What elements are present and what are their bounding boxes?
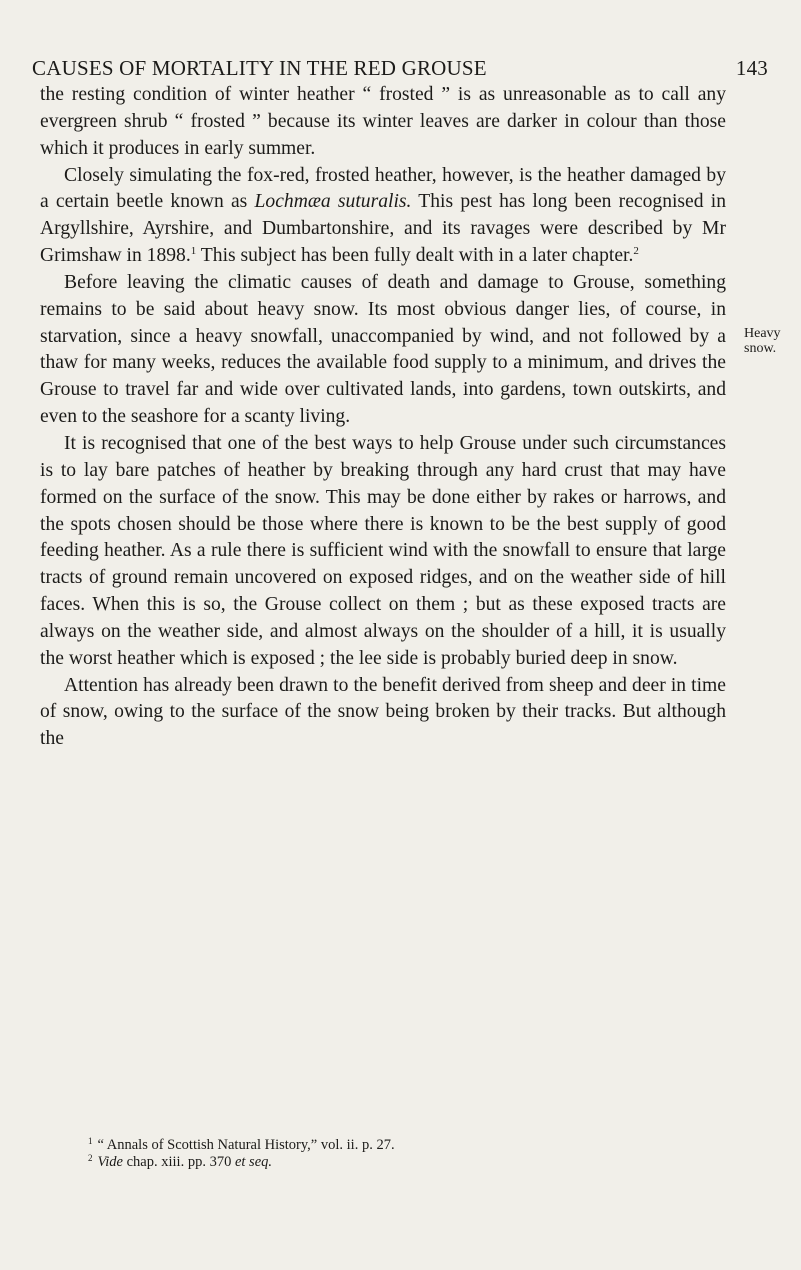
footnote-1 (88, 1137, 728, 1154)
footnote-1-text: “ Annals of Scottish Natural History,” vol. ii. p. 27. (97, 1137, 395, 1153)
footnote-2-vide: Vide (97, 1154, 123, 1170)
paragraph-2-part-a: Closely simulating the fox-red, frosted heather, however, is the heather damaged by a certain beetle known as (40, 164, 726, 213)
paragraph-3: Before leaving the climatic causes of death and damage to Grouse, something remains to be said about heavy snow. Its most obvious danger lies, of course, in starvation, since a heavy snowfall, unaccompanied by wind, and not followed by a thaw for many weeks, reduces the available food supply to a minimum, and drives the Grouse to travel far and wide over cultivated lands, into gardens, town outskirts, and even to the seashore for a scanty living. (40, 271, 726, 428)
footnotes (88, 1137, 728, 1171)
margin-note-heavy-snow: Heavy snow. (744, 326, 781, 356)
species-name: Lochmæa suturalis. (254, 191, 412, 213)
body-text (40, 82, 726, 753)
paragraph-2-part-b: This pest has long been recognised in Argyllshire, Ayrshire, and Dumbartonshire, and its ravages were described by Mr Grimshaw in 1898. (40, 191, 727, 267)
running-header (32, 56, 790, 81)
footnote-2-et-seq: et seq. (234, 1154, 273, 1170)
running-title: CAUSES OF MORTALITY IN THE RED GROUSE (32, 56, 487, 80)
paragraph-5: Attention has already been drawn to the benefit derived from sheep and deer in time of snow, owing to the surface of the snow being broken by their tracks. But although the (40, 674, 726, 750)
paragraph-2-part-c: This subject has been fully dealt with in a later chapter. (196, 245, 634, 267)
footnote-2-mark: 2 (88, 1153, 93, 1163)
footnote-2-text: chap. xiii. pp. 370 (123, 1154, 235, 1170)
paragraph-2 (40, 163, 726, 270)
paragraph-1: the resting condition of winter heather “ frosted ” is as unreasonable as to call any evergreen shrub “ frosted ” because its winter leaves are darker in colour than those which it produces in early summer. (40, 84, 726, 159)
footnote-ref-1: 1 (190, 245, 197, 258)
footnote-2 (88, 1154, 728, 1171)
page-number: 143 (735, 56, 768, 80)
footnote-ref-2: 2 (633, 245, 639, 258)
footnote-1-mark: 1 (88, 1136, 93, 1146)
paragraph-4: It is recognised that one of the best ways to help Grouse under such circumstances is to lay bare patches of heather by breaking through any hard crust that may have formed on the surface of the snow. This may be done either by rakes or harrows, and the spots chosen should be those where there is known to be the best supply of good feeding heather. As a rule there is sufficient wind with the snowfall to ensure that large tracts of ground remain uncovered on exposed ridges, and on the weather side of hill faces. When this is so, the Grouse collect on them ; but as these exposed tracts are always on the weather side, and almost always on the shoulder of a hill, it is usually the worst heather which is exposed ; the lee side is probably buried deep in snow. (40, 432, 726, 669)
